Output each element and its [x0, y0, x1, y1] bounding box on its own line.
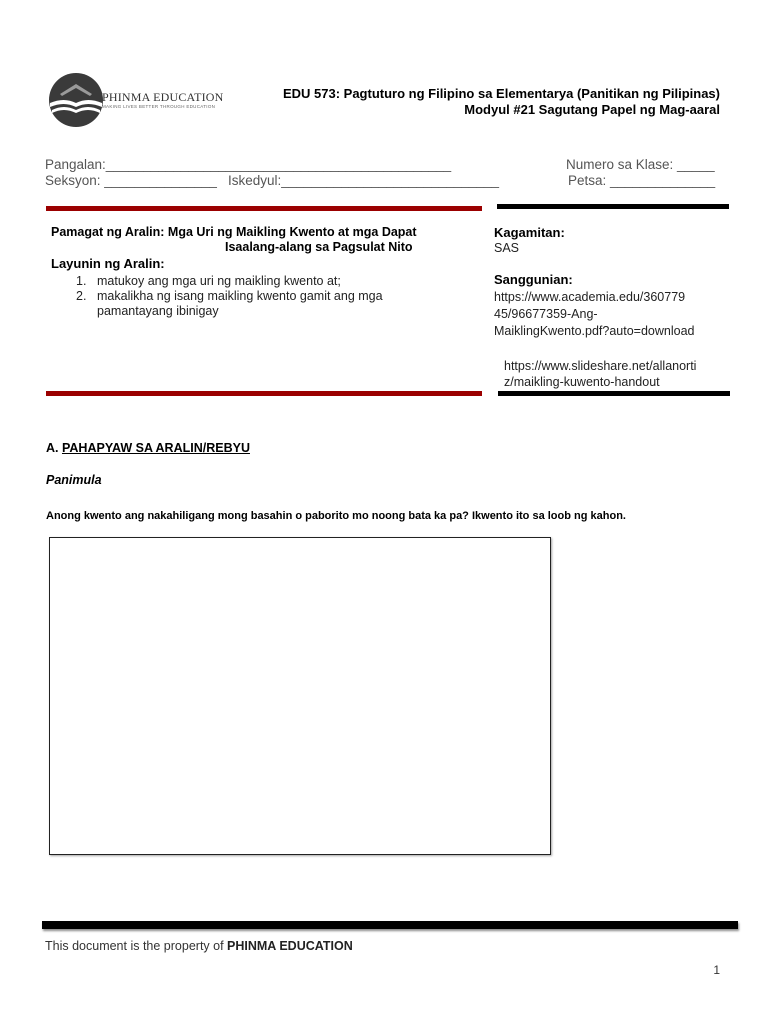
objectives-heading: Layunin ng Aralin:	[51, 256, 165, 271]
course-heading	[283, 86, 720, 118]
reference-link-1[interactable]: MaiklingKwento.pdf?auto=download	[494, 324, 695, 338]
lesson-title-continued: Isaalang-alang sa Pagsulat Nito	[225, 240, 413, 254]
reference-link-1[interactable]: https://www.academia.edu/360779	[494, 290, 686, 304]
kagamitan-heading: Kagamitan:	[494, 225, 565, 240]
section-a-heading: A. PAHAPYAW SA ARALIN/REBYU	[46, 441, 250, 455]
reference-link-2[interactable]: https://www.slideshare.net/allanorti	[504, 359, 697, 373]
lesson-title: Pamagat ng Aralin: Mga Uri ng Maikling Kwento at mga Dapat	[51, 225, 417, 239]
logo-tagline: MAKING LIVES BETTER THROUGH EDUCATION	[102, 104, 216, 109]
kagamitan-value: SAS	[494, 241, 520, 255]
objectives-list	[76, 274, 383, 319]
bottom-divider-black	[498, 391, 730, 396]
logo-name: PHINMA EDUCATION	[102, 90, 224, 104]
footer-divider	[42, 921, 738, 929]
iskedyul-field[interactable]: Iskedyul:_____________________________	[228, 173, 500, 188]
story-prompt: Anong kwento ang nakahiligang mong basahin o paborito mo noong bata ka pa? Ikwento ito sa loob ng kahon.	[46, 510, 626, 522]
bottom-divider-red	[46, 391, 482, 396]
top-divider-black	[497, 204, 729, 209]
reference-link-2[interactable]: z/maikling-kuwento-handout	[504, 375, 660, 389]
top-divider-red	[46, 206, 482, 211]
petsa-field[interactable]: Petsa: ______________	[568, 173, 716, 188]
footer-ownership: This document is the property of PHINMA EDUCATION	[45, 939, 353, 953]
sanggunian-heading: Sanggunian:	[494, 272, 573, 287]
panimula-subheading: Panimula	[46, 473, 102, 487]
answer-box[interactable]	[49, 537, 551, 855]
phinma-emblem-icon	[46, 70, 106, 130]
page-number: 1	[713, 963, 720, 977]
pangalan-field[interactable]: Pangalan:______________________________________________	[45, 157, 452, 172]
course-title: EDU 573: Pagtuturo ng Filipino sa Elementarya (Panitikan ng Pilipinas)	[282, 86, 720, 101]
module-title: Modyul #21 Sagutang Papel ng Mag-aaral	[464, 102, 720, 117]
numero-field[interactable]: Numero sa Klase: _____	[566, 157, 715, 172]
objective-item-continued: pamantayang ibinigay	[97, 304, 219, 318]
objective-item: 1. matukoy ang mga uri ng maikling kwento at;	[76, 274, 341, 288]
objective-item: 2. makalikha ng isang maikling kwento gamit ang mga	[76, 289, 383, 303]
reference-link-1[interactable]: 45/96677359-Ang-	[494, 307, 598, 321]
seksyon-field[interactable]: Seksyon: _______________	[45, 173, 217, 188]
